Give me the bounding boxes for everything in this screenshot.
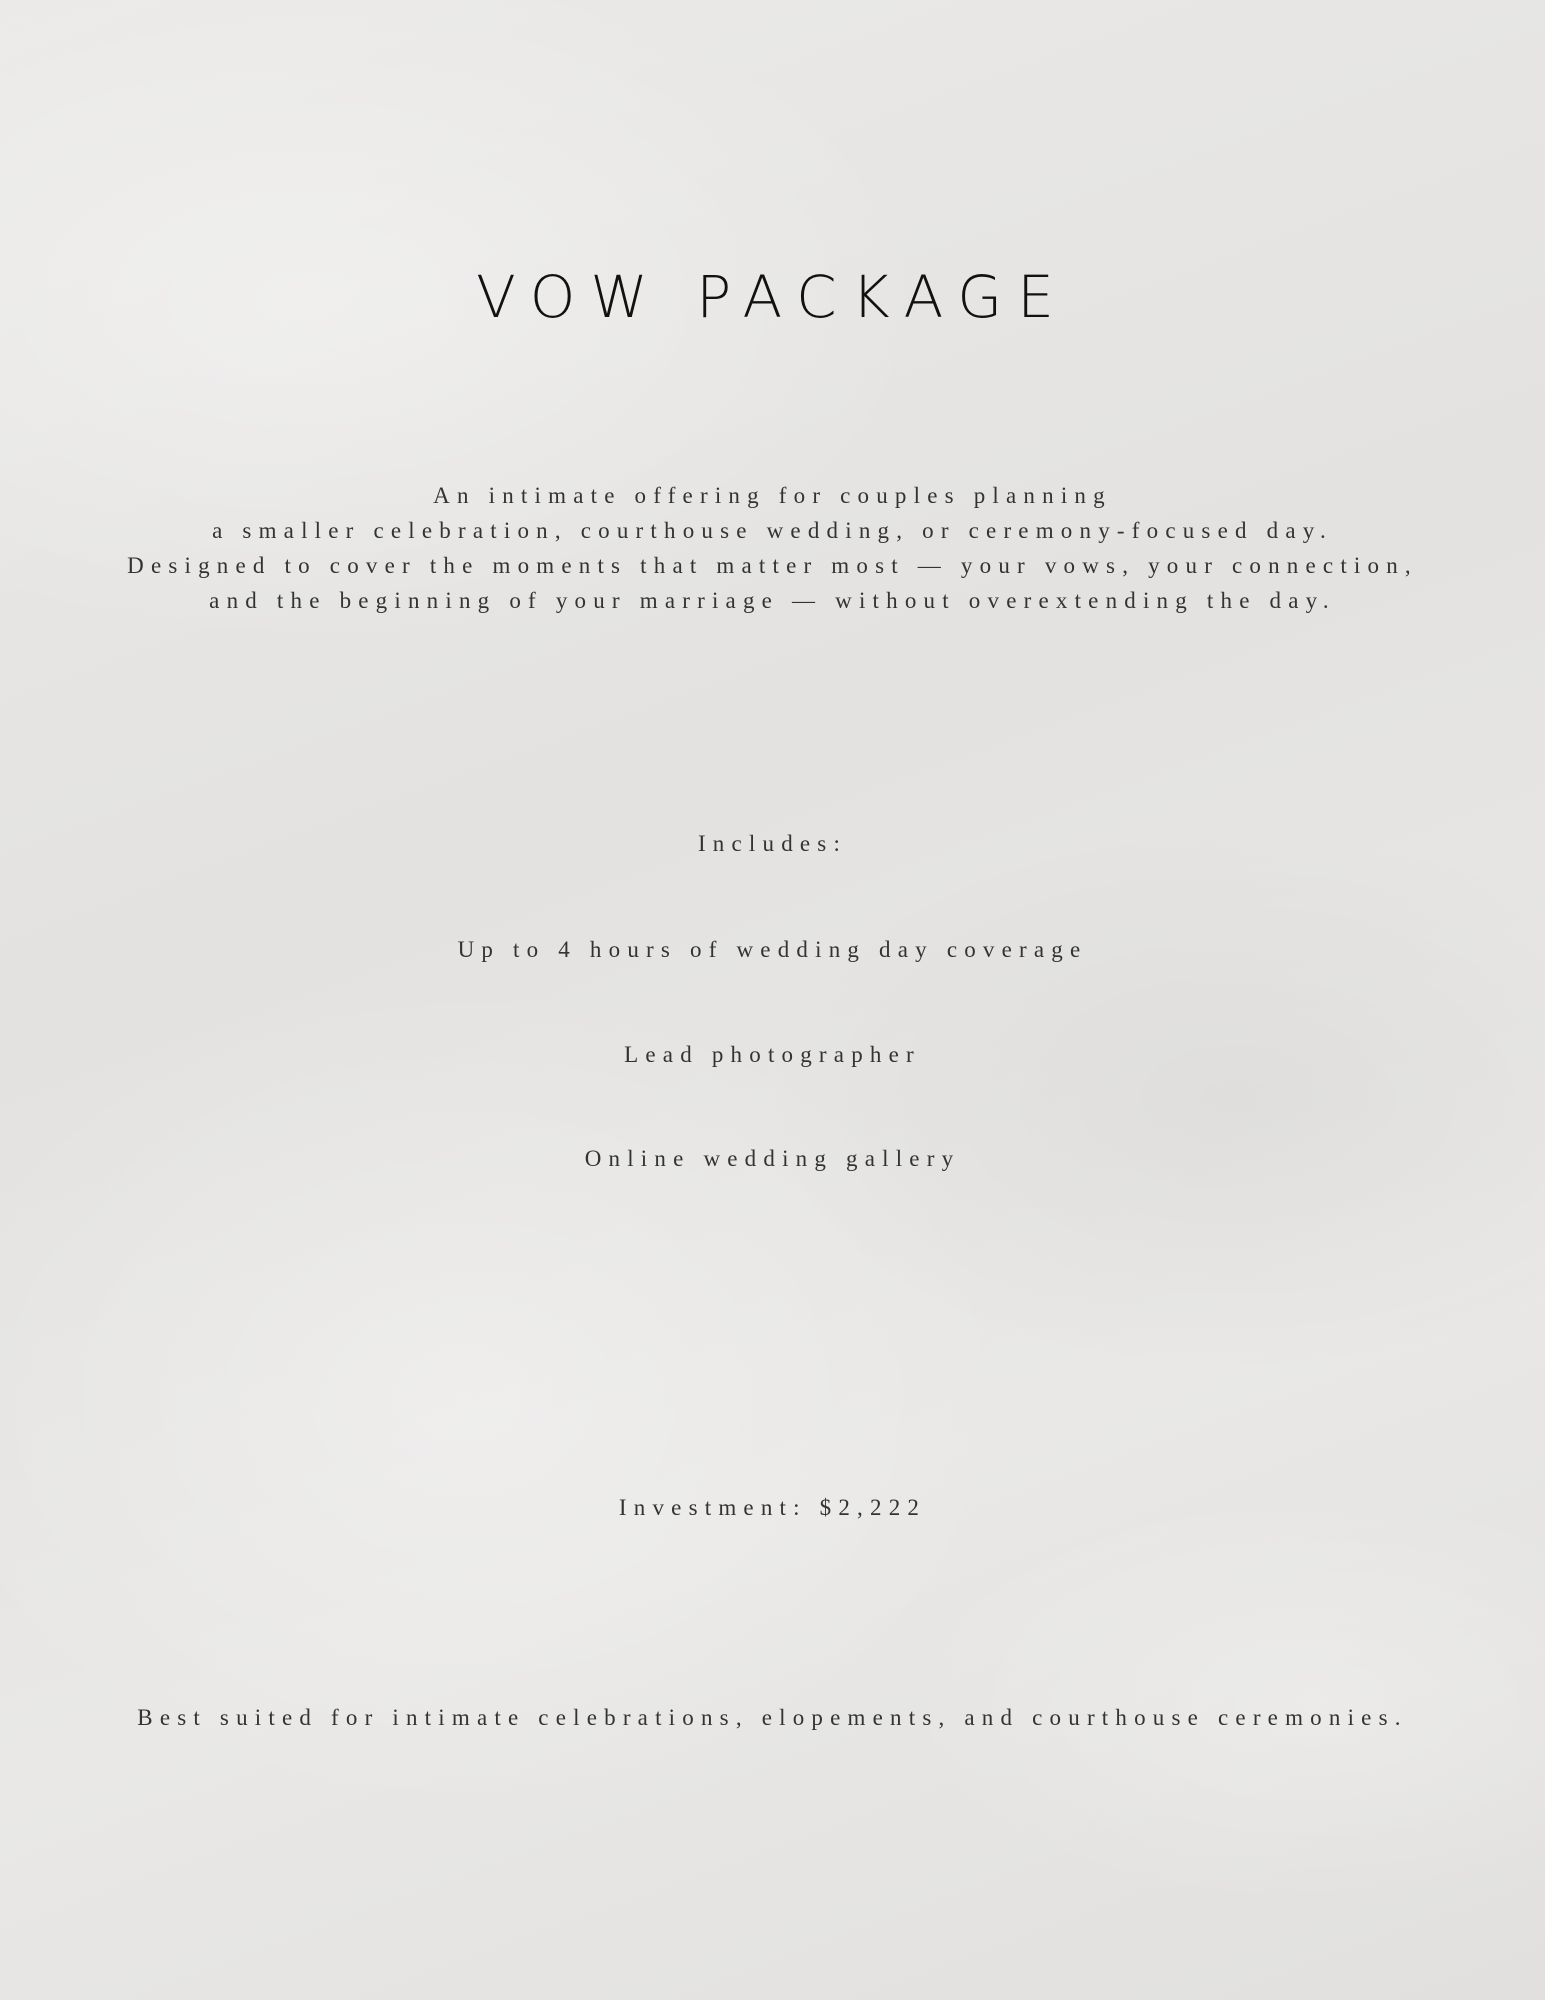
investment-price: Investment: $2,222 bbox=[618, 1495, 927, 1520]
intro-line: Designed to cover the moments that matter most — your vows, your connection, bbox=[127, 553, 1418, 578]
intro-line: and the beginning of your marriage — without overextending the day. bbox=[209, 588, 1336, 613]
includes-item-coverage: Up to 4 hours of wedding day coverage bbox=[457, 937, 1088, 962]
includes-item-photographer: Lead photographer bbox=[624, 1042, 921, 1067]
includes-heading: Includes: bbox=[697, 831, 848, 856]
intro-line: a smaller celebration, courthouse wedding, or ceremony-focused day. bbox=[212, 518, 1333, 543]
includes-item-gallery: Online wedding gallery bbox=[584, 1146, 961, 1171]
page-title: VOW PACKAGE bbox=[476, 263, 1069, 331]
footer-note: Best suited for intimate celebrations, elopements, and courthouse ceremonies. bbox=[137, 1705, 1408, 1730]
intro-line: An intimate offering for couples planning bbox=[433, 483, 1112, 508]
intro-paragraph bbox=[0, 478, 1545, 618]
